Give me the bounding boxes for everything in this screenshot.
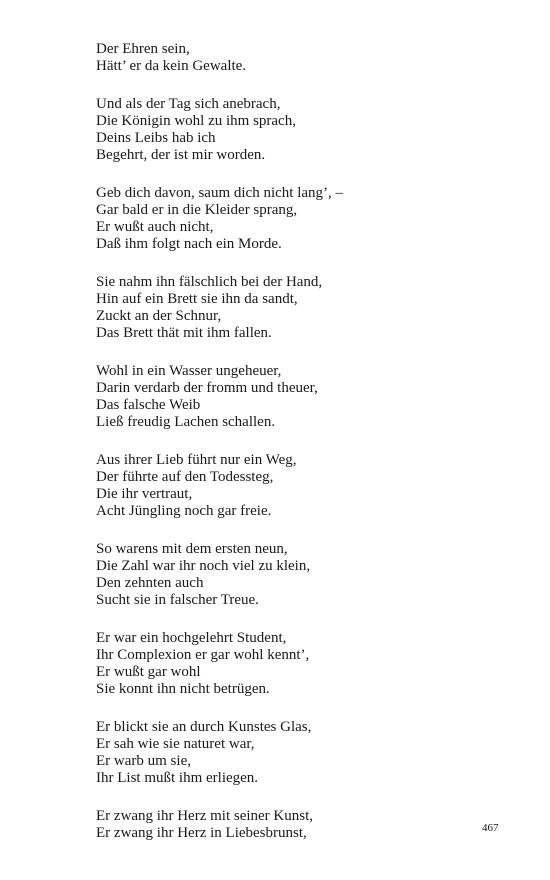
verse-line: Gar bald er in die Kleider sprang, <box>96 202 298 218</box>
poem-text <box>96 41 496 863</box>
verse-line: Den zehnten auch <box>96 575 204 591</box>
verse-line: Das Brett thät mit ihm fallen. <box>96 325 272 341</box>
verse-line: Ihr Complexion er gar wohl kennt’, <box>96 647 310 663</box>
stanza <box>96 808 496 842</box>
verse-line: Sie konnt ihn nicht betrügen. <box>96 681 270 697</box>
verse-line: Ihr List mußt ihm erliegen. <box>96 770 259 786</box>
verse-line: Die ihr vertraut, <box>96 486 193 502</box>
verse-line: Aus ihrer Lieb führt nur ein Weg, <box>96 452 297 468</box>
stanza <box>96 541 496 609</box>
page-number: 467 <box>482 822 499 834</box>
verse-line: Hätt’ er da kein Gewalte. <box>96 58 247 74</box>
stanza <box>96 719 496 787</box>
verse-line: Er wußt gar wohl <box>96 664 201 680</box>
verse-line: Geb dich davon, saum dich nicht lang’, – <box>96 185 344 201</box>
verse-line: Er zwang ihr Herz mit seiner Kunst, <box>96 808 314 824</box>
verse-line: Er war ein hochgelehrt Student, <box>96 630 287 646</box>
verse-line: Der Ehren sein, <box>96 41 190 57</box>
verse-line: Ließ freudig Lachen schallen. <box>96 414 276 430</box>
stanza <box>96 630 496 698</box>
verse-line: Er zwang ihr Herz in Liebesbrunst, <box>96 825 307 841</box>
verse-line: Das falsche Weib <box>96 397 201 413</box>
verse-line: Er blickt sie an durch Kunstes Glas, <box>96 719 312 735</box>
verse-line: Er sah wie sie naturet war, <box>96 736 255 752</box>
verse-line: Er warb um sie, <box>96 753 191 769</box>
verse-line: Darin verdarb der fromm und theuer, <box>96 380 318 396</box>
verse-line: Der führte auf den Todessteg, <box>96 469 274 485</box>
verse-line: Die Königin wohl zu ihm sprach, <box>96 113 296 129</box>
verse-line: Deins Leibs hab ich <box>96 130 216 146</box>
verse-line: Und als der Tag sich anebrach, <box>96 96 281 112</box>
verse-line: Er wußt auch nicht, <box>96 219 214 235</box>
verse-line: Daß ihm folgt nach ein Morde. <box>96 236 282 252</box>
verse-line: Acht Jüngling noch gar freie. <box>96 503 272 519</box>
verse-line: Zuckt an der Schnur, <box>96 308 222 324</box>
verse-line: Sie nahm ihn fälschlich bei der Hand, <box>96 274 323 290</box>
stanza <box>96 41 496 75</box>
stanza <box>96 363 496 431</box>
verse-line: Begehrt, der ist mir worden. <box>96 147 266 163</box>
stanza <box>96 185 496 253</box>
stanza <box>96 96 496 164</box>
verse-line: Wohl in ein Wasser ungeheuer, <box>96 363 282 379</box>
stanza <box>96 452 496 520</box>
verse-line: Sucht sie in falscher Treue. <box>96 592 259 608</box>
verse-line: Hin auf ein Brett sie ihn da sandt, <box>96 291 298 307</box>
verse-line: So warens mit dem ersten neun, <box>96 541 288 557</box>
verse-line: Die Zahl war ihr noch viel zu klein, <box>96 558 311 574</box>
stanza <box>96 274 496 342</box>
